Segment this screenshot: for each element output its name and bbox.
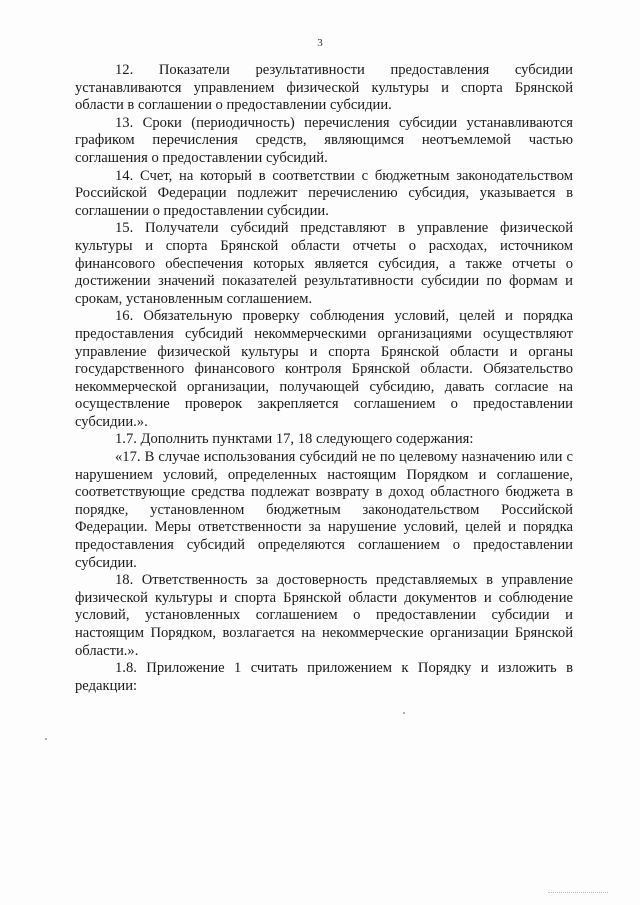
paragraph-1-8: 1.8. Приложение 1 считать приложением к Порядку и изложить в редакции: [75,660,573,694]
document-body [75,62,573,695]
paragraph-1-7: 1.7. Дополнить пунктами 17, 18 следующего содержания: [115,431,474,448]
paragraph-12: 12. Показатели результативности предоставления субсидии устанавливаются управлением физической культуры и спорта Брянской области в соглашении о предоставлении субсидии. [75,62,573,114]
scan-artifact-dots [548,892,608,895]
scan-speck [45,738,47,740]
paragraph-16: 16. Обязательную проверку соблюдения условий, целей и порядка предоставления субсидий некоммерческими организациями осуществляют управление физической культуры и спорта Брянской области и органы государственного финансового контроля Брянской области. Обязательство некоммерческой организации, получающей субсидию, давать согласие на осуществление проверок закрепляется соглашением о предоставлении субсидии.». [75,308,573,430]
paragraph-17: «17. В случае использования субсидий не по целевому назначению или с нарушением условий, определенных настоящим Порядком и соглашение, соответствующие средства подлежат возврату в доход областного бюджета в порядке, установленном бюджетным законодательством Российской Федерации. Меры ответственности за нарушение условий, целей и порядка предоставления субсидий определяются соглашением о предоставлении субсидии. [75,449,573,571]
scan-speck [403,712,405,714]
paragraph-15: 15. Получатели субсидий представляют в управление физической культуры и спорта Брянской области отчеты о расходах, источником финансового обеспечения которых является субсидия, а также отчеты о достижении значений показателей результативности субсидии по формам и срокам, установленным соглашением. [75,220,573,307]
paragraph-18: 18. Ответственность за достоверность представляемых в управление физической культуры и спорта Брянской области документов и соблюдение условий, установленных соглашением о предоставлении субсидии и настоящим Порядком, возлагается на некоммерческие организации Брянской области.». [75,572,573,659]
page-number: 3 [317,37,323,49]
paragraph-13: 13. Сроки (периодичность) перечисления субсидии устанавливаются графиком перечисления средств, являющимся неотъемлемой частью соглашения о предоставлении субсидий. [75,114,573,166]
paragraph-14: 14. Счет, на который в соответствии с бюджетным законодательством Российской Федерации подлежит перечислению субсидия, указывается в соглашении о предоставлении субсидии. [75,167,573,219]
